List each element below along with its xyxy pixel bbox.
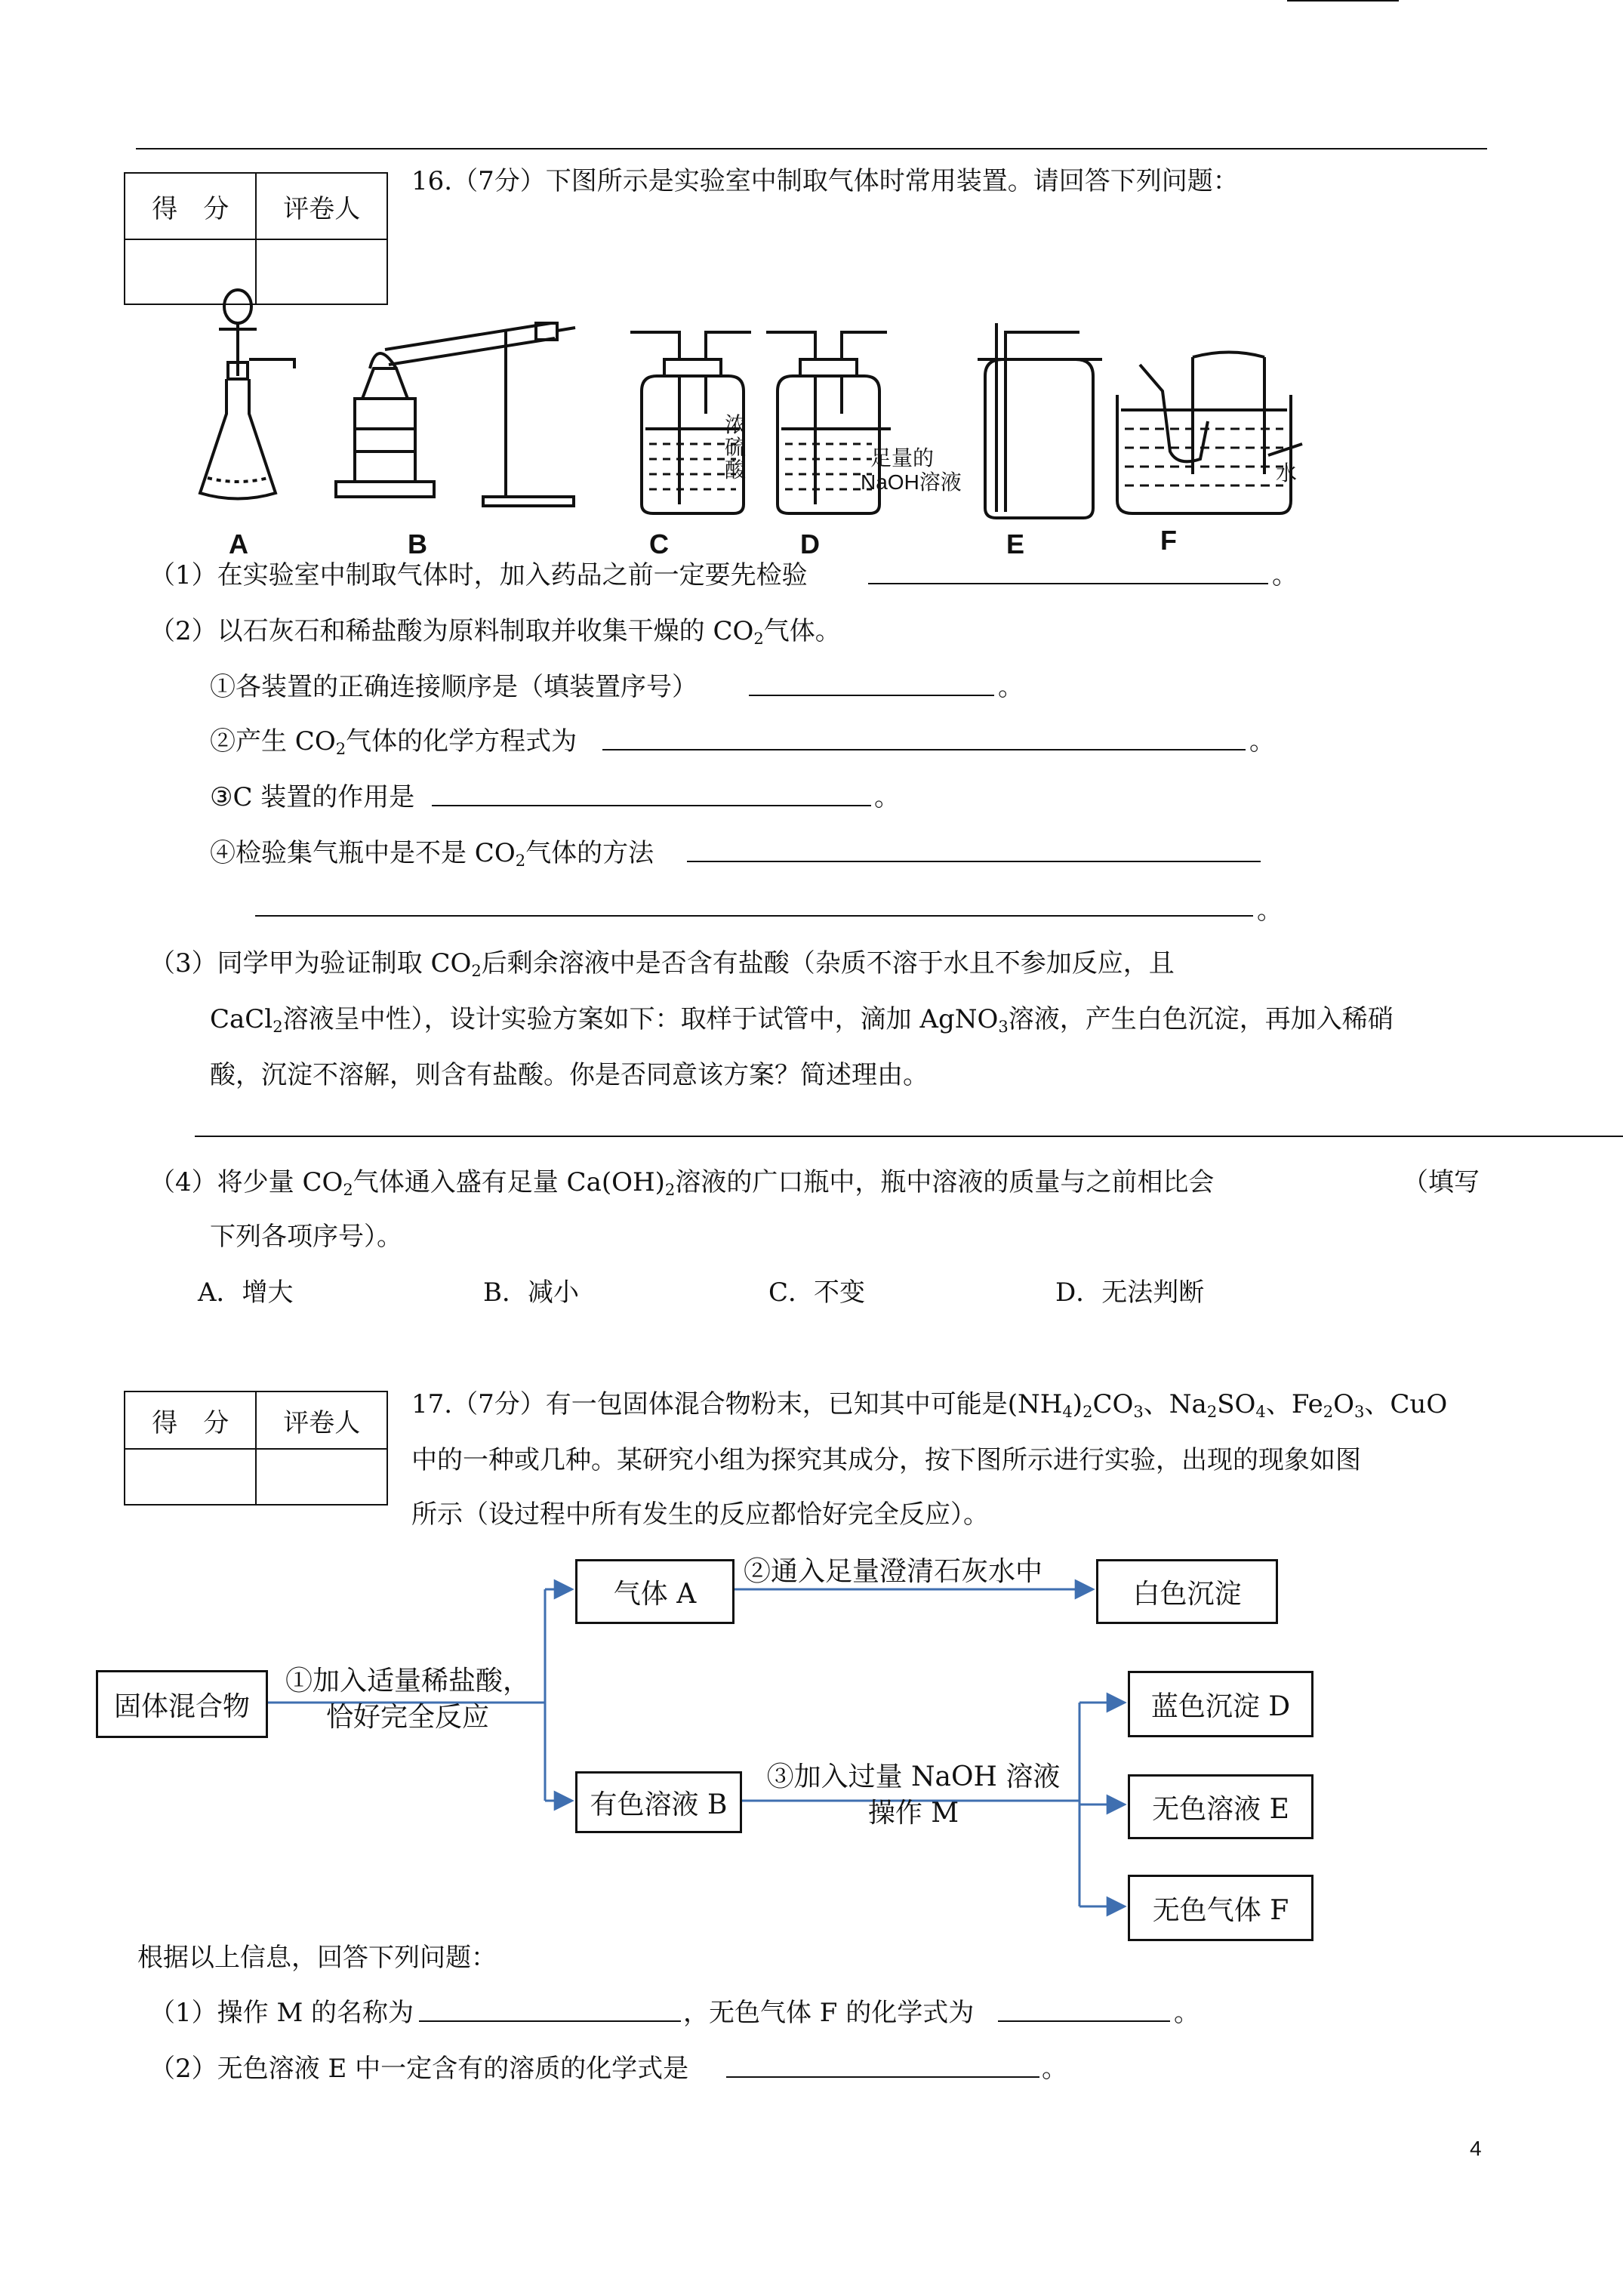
q17-a1-end: 。 <box>1174 1998 1200 2028</box>
q16-p2-2: ②产生 $CO_2$气体的化学方程式为 <box>210 726 577 758</box>
q17-line2: 中的一种或几种。某研究小组为探究其成分，按下图所示进行实验，出现的现象如图 <box>411 1445 1361 1475</box>
grader-label: 评卷人 <box>256 173 387 239</box>
label-c: C <box>649 529 669 559</box>
q16-p4-line1: （4）将少量 $CO_2$气体通入盛有足量 $Ca(OH)_2$溶液的广口瓶中，瓶中溶液的质量与之前相比会 <box>149 1167 1215 1199</box>
flow-box-solution-e: 无色溶液 E <box>1128 1774 1313 1839</box>
option-a[interactable]: A．增大 <box>198 1277 294 1308</box>
page-number: 4 <box>1470 2137 1482 2160</box>
flow-box-solution-b: 有色溶液 B <box>575 1771 742 1833</box>
q16-p3-line2: CaCl$_2$溶液呈中性），设计实验方案如下：取样于试管中，滴加 AgNO$_3$溶液，产生白色沉淀，再加入稀硝 <box>210 1004 1394 1036</box>
option-c[interactable]: C．不变 <box>768 1277 866 1308</box>
answer-blank-17-2[interactable] <box>726 2076 1039 2078</box>
label-a: A <box>229 529 248 559</box>
q16-heading: 16.（7分）下图所示是实验室中制取气体时常用装置。请回答下列问题： <box>411 166 1239 196</box>
q17-a2: （2）无色溶液 E 中一定含有的溶质的化学式是 <box>149 2054 689 2084</box>
q16-p3-line3: 酸，沉淀不溶解，则含有盐酸。你是否同意该方案？简述理由。 <box>210 1060 929 1090</box>
score-label: 得 分 <box>125 173 256 239</box>
grader-label: 评卷人 <box>256 1391 387 1449</box>
label-conc-sulfuric: 浓 硫 酸 <box>725 413 747 482</box>
q16-p3-line1: （3）同学甲为验证制取 $CO_2$后剩余溶液中是否含有盐酸（杂质不溶于水且不参加反应，且 <box>149 948 1175 980</box>
answer-blank-17-1a[interactable] <box>419 2020 681 2022</box>
q16-p2-4: ④检验集气瓶中是不是 $CO_2$气体的方法 <box>210 838 654 870</box>
label-d: D <box>800 529 820 559</box>
q16-p2-1: ①各装置的正确连接顺序是（填装置序号） <box>210 672 698 702</box>
q16-p1: （1）在实验室中制取气体时，加入药品之前一定要先检验 <box>149 560 808 590</box>
score-label: 得 分 <box>125 1391 256 1449</box>
flow-box-solid: 固体混合物 <box>96 1670 268 1738</box>
option-d[interactable]: D．无法判断 <box>1055 1277 1205 1308</box>
flow-box-white-precipitate: 白色沉淀 <box>1096 1559 1278 1624</box>
q17-a1: （1）操作 M 的名称为 <box>149 1998 414 2028</box>
q16-p2-1-end: 。 <box>998 672 1024 702</box>
flow-step1: ①加入适量稀盐酸， 恰好完全反应 <box>285 1666 530 1733</box>
flow-box-blue-precipitate-d: 蓝色沉淀 D <box>1128 1671 1313 1737</box>
q16-p2-4-end: 。 <box>1257 895 1283 926</box>
label-b: B <box>408 529 427 559</box>
q16-p2: （2）以石灰石和稀盐酸为原料制取并收集干燥的 $CO_2$气体。 <box>149 616 841 648</box>
flow-box-gas-a: 气体 A <box>575 1559 735 1624</box>
q16-p4-line2: 下列各项序号）。 <box>210 1222 402 1252</box>
answer-blank-17-1b[interactable] <box>998 2020 1170 2022</box>
q17-a1-mid: ，无色气体 F 的化学式为 <box>683 1998 975 2028</box>
q16-p2-2-end: 。 <box>1249 726 1275 757</box>
flow-step3: ③加入过量 NaOH 溶液 操作 M <box>766 1761 1061 1829</box>
q17-line3: 所示（设过程中所有发生的反应都恰好完全反应）。 <box>411 1499 989 1530</box>
q16-p2-3-end: 。 <box>874 782 900 812</box>
label-naoh-2: NaOH溶液 <box>861 470 962 494</box>
label-f: F <box>1160 525 1177 556</box>
q17-a2-end: 。 <box>1042 2054 1067 2084</box>
q16-p4-line1-end: （填写 <box>1403 1167 1480 1197</box>
q16-p1-end: 。 <box>1272 560 1298 590</box>
option-b[interactable]: B．减小 <box>483 1277 579 1308</box>
flow-box-gas-f: 无色气体 F <box>1128 1875 1313 1941</box>
q16-p2-3: ③C 装置的作用是 <box>210 782 415 812</box>
label-water: 水 <box>1276 461 1298 485</box>
label-e: E <box>1006 529 1025 559</box>
label-naoh-1: 足量的 <box>870 446 935 470</box>
flow-step2: ②通入足量澄清石灰水中 <box>744 1556 1043 1587</box>
q17-line1: 17.（7分）有一包固体混合物粉末，已知其中可能是$(NH_4)_2CO_3$、$Na_2SO_4$、$Fe_2O_3$、CuO <box>411 1389 1448 1421</box>
q17-intro: 根据以上信息，回答下列问题： <box>137 1943 497 1973</box>
